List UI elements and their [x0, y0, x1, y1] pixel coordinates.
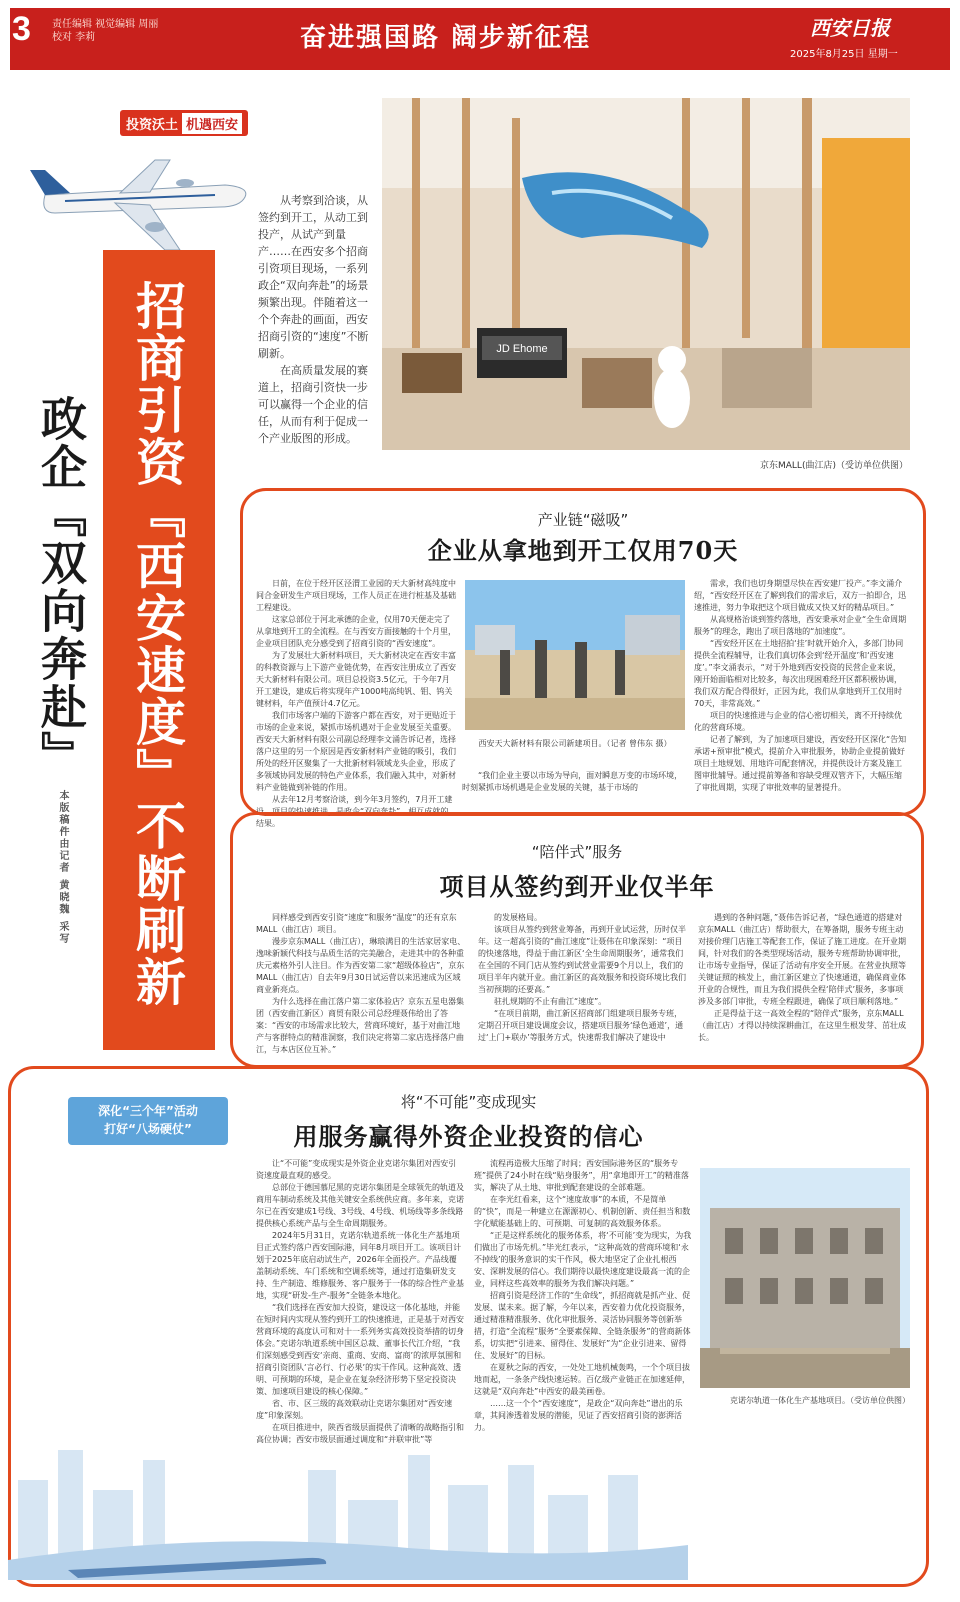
campaign-badge — [68, 1097, 228, 1145]
article-column — [462, 770, 686, 806]
photo-caption: 克诺尔轨道一体化生产基地项目。（受访单位供图） — [730, 1396, 910, 1405]
paragraph: 省、市、区三级的高效联动让克诺尔集团对“西安速度”印象深刻。 — [256, 1399, 453, 1420]
editor-credits-line1: 责任编辑 视觉编辑 周丽 — [52, 19, 159, 30]
article-column — [478, 912, 688, 1056]
section-title: 企业从拿地到开工仅用70天 — [427, 536, 739, 565]
paragraph: 我们市场客户端的下游客户都在西安，对于更贴近于市场的企业来说，紧抓市场机遇对于企业发展至关重要。西安天大新材料有限公司副总经理李文涌告诉记者，选择落户这里的另一个原因是西安新材料产业链的吸引，我们所处的经开区聚集了一大批新材料领域龙头企业，形成了多领域协同发展的特色产业体系，我们融入其中，对新材料产业链做到补链的作用。 — [256, 711, 456, 792]
newspaper-logo: 西安日报 — [810, 16, 890, 40]
paragraph: 招商引资是经济工作的“生命线”，抓招商就是抓产业、促发展、谋未来。据了解，今年以来，西安着力优化投资服务，通过精准精准服务、优化审批服务、灵活协同服务等创新举措，打造“全流程”服务“全要素保障、全链条服务”的营商新体系，切实把“引进来、留得住、发展好”为“企业引进来、留得住、发展好”的目标。 — [474, 1291, 691, 1360]
page-number: 3 — [12, 10, 31, 48]
section-kicker: 将“不可能”变成现实 — [400, 1093, 537, 1111]
paragraph: 在夏秋之际的西安，一处处工地机械轰鸣，一个个项目拔地而起，一条条产线快速运转。百亿级产业链正在加速延伸，这就是“双向奔赴”中西安的最美画卷。 — [474, 1363, 690, 1396]
intro-text — [258, 192, 376, 447]
paragraph: ……这一个个“西安速度”，是政企“双向奔赴”谱出的乐章，其间渗透着发展的潜能，见证了西安招商引资的澎湃活力。 — [474, 1399, 683, 1432]
main-headline: 招商引资『西安速度』不断刷新 — [128, 280, 187, 1008]
paragraph: 从高规格治谈到签约落地，西安秉承对企业“全生命周期服务”的理念，跑出了项目落地的“加速度”。 — [694, 615, 907, 636]
issue-date: 2025年8月25日 星期一 — [790, 49, 898, 60]
paragraph: “西安经开区在土地招拍‘挂’时就开始介入，多部门协同提供全流程辅导，让我们真切体会到‘经开温度’和‘西安速度’。”李文涌表示，“对于外地到西安投资的民营企业来说，刚开始面临相对比较多，每次出现困难经开区都积极协调，我们双方配合得很好，正因为此，我们从拿地到开工仅用时70天，非常高效。” — [694, 639, 904, 708]
sub-headline: 政企『双向奔赴』 — [34, 395, 88, 779]
article-column — [698, 912, 910, 1056]
paragraph: 2024年5月31日，克诺尔轨道系统一体化生产基地项目正式签约落户西安国际港，同年8月项目开工。该项目计划于2025年底启动试生产，2026年全面投产。产品线覆盖制动系统、车门系统和空调系统等，通过打造集研发支持、生产制造、维修服务、客户服务于一体的综合性产业基地，实现“研发-生产-服务”全链条本地化。 — [256, 1231, 464, 1300]
airplane-illustration — [25, 155, 255, 255]
article-column — [256, 1158, 464, 1568]
paragraph: 在项目推进中，陕西省级层面提供了清晰的战略指引和高位协调；西安市级层面通过调度和“并联审批”等 — [256, 1423, 464, 1444]
campaign-badge-line1: 深化“三个年”活动 — [98, 1104, 198, 1118]
paragraph: 漫步京东MALL（曲江店），琳琅满目的生活家居家电、逸味新颖代科技与品质生活的完美融合，走进其中的各种重庆元素格外引人注目。作为西安第二家“超级体验店”，京东MALL（曲江店）自去年9月30日试运营以来迅速成为区域商业新亮点。 — [256, 937, 466, 994]
photo-caption: 京东MALL(曲江店)（受访单位供图） — [760, 461, 908, 471]
paragraph: 驻扎规期的不止有曲江“速度”。 — [494, 997, 607, 1006]
paragraph: 让“不可能”变成现实是外资企业克诺尔集团对西安引资速度最直观的感受。 — [256, 1159, 457, 1180]
editor-credits-line2: 校对 李莉 — [52, 32, 96, 43]
byline: 本版稿件由记者 黄晓魏 采写 — [57, 790, 68, 945]
paragraph: 流程再造极大压缩了时间；西安国际港务区的“服务专班”提供了24小时在线“贴身服务”，用“拿地即开工”的精准落实，解决了从土地、审批到配套建设的全部难题。 — [474, 1159, 689, 1192]
paragraph: 总部位于德国慕尼黑的克诺尔集团是全球领先的轨道及商用车制动系统及其他关键安全系统供应商。多年来，克诺尔已在西安建成1号线、3号线、4号线、机场线等多条线路提供核心系统产品与全生命周期服务。 — [256, 1183, 464, 1228]
paragraph: 为什么选择在曲江落户第二家体验店？京东五星电器集团（西安曲江新区）商贸有限公司总经理聂伟给出了答案：“西安的市场需求比较大，营商环境好，基于对曲江地产与客群特点的精准洞察，我们决定将第二家店选择落户曲江，与本店区位互补。” — [256, 997, 464, 1054]
article-column — [694, 578, 908, 800]
column-tag-part1: 投资沃土 — [126, 117, 179, 133]
editor-credits — [52, 18, 172, 44]
paragraph: “正是这样系统化的服务体系，将‘不可能’变为现实，为我们做出了市场先机。”毕光红表示，“这种高效的营商环境和‘永不掉线’的服务意识的实干作风，极大地坚定了企业扎根西安、深耕发展的信心。我们期待以最快速度建设最高一流的企业，同样这些高效率的服务为我们解决问题。” — [474, 1231, 692, 1288]
paragraph: 记者了解到，为了加速项目建设，西安经开区深化“告知承诺+预审批”模式，提前介入审批服务，协助企业提前做好项目土地规划、用地许可配套情况，并提供设计方案及施工图审批辅导。通过提前筹备和容缺受理双管齐下，大幅压缩了审批周期，实现了审批效率的显著提升。 — [694, 735, 907, 792]
paragraph: 从去年12月考察洽谈，到今年3月签约，7月开工建设，项目的快速推进，是政企“双向奔赴”、相互成就的结果。 — [256, 795, 453, 828]
paragraph: 为了发展壮大新材料项目，天大新材决定在西安丰富的科教资源与上下游产业链优势，在西安注册成立了西安天大新材料有限公司。项目总投资3.5亿元，于今年7月开工建设，建成后将实现年产1000吨高纯钒、钼、钨关键材料，年产值预计4.7亿元。 — [256, 651, 456, 708]
paragraph: 这家总部位于河北承德的企业，仅用70天便走完了从拿地到开工的全流程。在与西安方面接触的十个月里，企业项目团队充分感受到了招商引资的“西安速度”。 — [256, 615, 456, 648]
section-title: 项目从签约到开业仅半年 — [439, 872, 715, 901]
section-title: 用服务赢得外资企业投资的信心 — [293, 1122, 644, 1151]
section-kicker: 产业链“磁吸” — [537, 511, 629, 529]
paragraph: 项目的快速推进与企业的信心密切相关，离不开持续优化的营商环境。 — [694, 711, 902, 732]
campaign-badge-line2: 打好“八场硬仗” — [104, 1122, 192, 1136]
paragraph: 该项目从签约到营业筹备，再到开业试运营，历时仅半年。这一超高引资的“曲江速度”让聂伟在印象深刻：“项目的快速落地，得益于曲江新区‘全生命周期服务’，通常我们在全国的不同门店从签约到试营业需要9个月以上，我们的项目半年内就开业。曲江新区的高效服务和投资环境比我们当初预期的还要高。” — [478, 925, 686, 994]
column-tag-part2: 机遇西安 — [182, 113, 242, 134]
article-column — [474, 1158, 692, 1568]
mall-interior-photo — [382, 98, 910, 450]
paragraph: 遇到的各种问题，”聂伟告诉记者，“绿色通道的搭建对京东MALL（曲江店）帮助很大，在筹备期，服务专班主动对接价理门店施工等配套工作，保证了施工进度。在开业期间，针对我们的各类型现场活动，服务专班帮助协调审批，让市场专业指导，保证了活动有序安全开展。在营业执照等关键证照的核发上，曲江新区建立了快速通道，确保商业体开业的合规性，而且为我们提供全程‘陪伴式’服务，多事项涉及多部门审批，专班全程跟进，确保了项目顺利落地。” — [698, 913, 906, 1006]
paragraph: “在项目前期，曲江新区招商部门组建项目服务专班，定期召开项目建设调度会议，搭建项目服务‘绿色通道’，通过‘上门+联办’等服务方式，快速帮我们解决了建设中 — [478, 1009, 684, 1042]
article-column — [256, 578, 456, 828]
paragraph: 需求，我们也切身期望尽快在西安建厂投产。”李文涌介绍，“西安经开区在了解到我们的需求后，双方一拍即合，迅速推进，努力争取把这个项目做成又快又好的精品项目。” — [694, 579, 907, 612]
paragraph: 日前，在位于经开区泾渭工业园的天大新材高纯度中间合金研发生产项目现场，工作人员正在进行桩基及基础工程建设。 — [256, 579, 456, 612]
paragraph: “我们选择在西安加大投资，建设这一体化基地，并能在短时间内实现从签约到开工的快速推进，正是基于对西安营商环境的高度认可和对十一系列务实高效投资举措的切身体会。”克诺尔轨道系统中国区总裁、董事长代江介绍，“我们深刻感受到西安‘亲商、重商、安商、富商’的浓厚氛围和招商引资团队‘言必行、行必果’的实干作风。这种高效、透明、可预期的环境，是企业在复杂经济形势下坚定投资决策、加速项目建设的核心保障。” — [256, 1303, 464, 1396]
intro-paragraph: 在高质量发展的赛道上，招商引资快一步可以赢得一个企业的信任，从而有利于促成一个产业版图的形成。 — [258, 364, 368, 445]
factory-construction-photo — [700, 1168, 910, 1388]
paragraph: 在李光红看来，这个“速度故事”的本质，不是简单的“快”，而是一种建立在源源初心、机制创新、责任担当和数字化赋能基础上的、可预期、可复制的高效服务体系。 — [474, 1195, 691, 1228]
column-tag — [120, 110, 248, 136]
intro-paragraph: 从考察到洽谈，从签约到开工，从动工到投产，从试产到量产……在西安多个招商引资项目现场，一系列政企“双向奔赴”的场景频繁出现。伴随着这一个个奔赴的画面，西安招商引资的“速度”不断刷新。 — [258, 194, 369, 360]
paragraph: 同样感受到西安引资“速度”和服务“温度”的还有京东MALL（曲江店）项目。 — [256, 913, 457, 934]
paragraph: “我们企业主要以市场为导向，面对瞬息万变的市场环境，时刻紧抓市场机遇是企业发展的关键，基于市场的 — [462, 771, 683, 792]
header-slogan: 奋进强国路 阔步新征程 — [300, 23, 592, 53]
photo-caption: 西安天大新材料有限公司新建项目。（记者 曾伟东 摄） — [478, 739, 672, 748]
article-column — [256, 912, 468, 1056]
paragraph: 的发展格局。 — [494, 913, 542, 922]
paragraph: 正是得益于这一高效全程的“陪伴式”服务，京东MALL（曲江店）才得以持续深耕曲江，在这里生根发芽、茁壮成长。 — [698, 1009, 906, 1042]
construction-site-photo — [465, 580, 685, 730]
section-kicker: “陪伴式”服务 — [531, 843, 623, 861]
mall-store-sign: JD Ehome — [496, 343, 548, 355]
